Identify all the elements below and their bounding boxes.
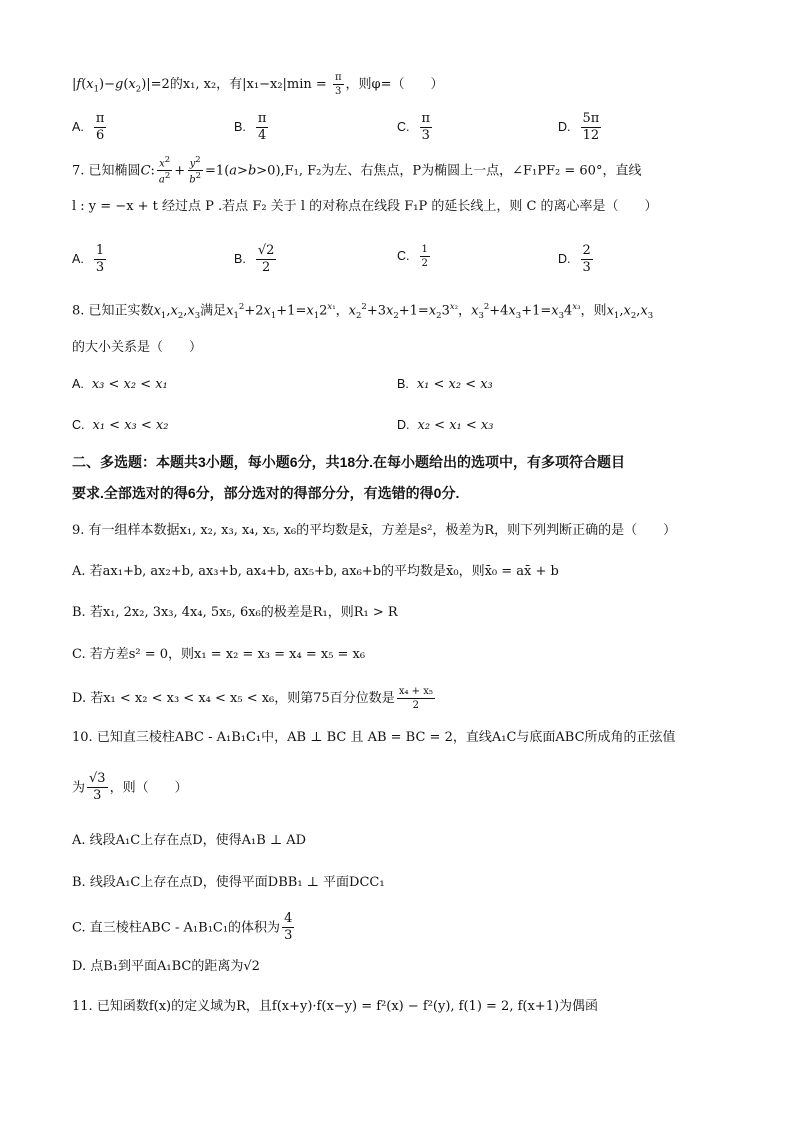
option-text: x₁ < x₃ < x₂ <box>92 418 169 433</box>
option-label: B. <box>397 377 409 391</box>
q6-option-a[interactable] <box>72 112 108 144</box>
q8-option-b[interactable] <box>397 378 493 391</box>
q6-condition-line: $|f(x_1)-g(x_2)|=2$的x₁, x₂，有|x₁−x₂|min = $\frac{\pi}{3}$ ，则φ=（ ） <box>72 72 444 97</box>
q11-stem <box>72 1000 598 1013</box>
q7-option-b[interactable] <box>234 244 278 276</box>
option-label: D. <box>558 252 571 267</box>
frac-num: x₄ + x₅ <box>398 686 433 697</box>
q7-intro: 已知椭圆 <box>88 163 141 179</box>
q10-option-c[interactable] <box>72 912 296 944</box>
q10-stem-line2 <box>72 772 188 804</box>
q7-option-a[interactable] <box>72 244 108 276</box>
frac-den: 3 <box>93 788 102 804</box>
option-label: A. <box>72 252 84 267</box>
q9-text: 有一组样本数据x₁, x₂, x₃, x₄, x₅, x₆的平均数是x̄，方差是s²，极差为R，则下列判断正确的是（ ） <box>88 523 677 538</box>
q10-option-d[interactable]: D. 点B₁到平面A₁BC的距离为√2 <box>72 959 260 974</box>
q8-line1: 8. 已知正实数$x_1,x_2,x_3$满足$x_1^2+2x_1+1=x_12^{x_1}$，$x_2^2+3x_2+1=x_23^{x_2}$，$x_3^2+4x_3+1=x_34^{x_3}$，则$x_1,x_2,x_3$ <box>72 302 654 321</box>
frac-den: 3 <box>284 928 293 944</box>
q6-option-c[interactable] <box>397 112 434 144</box>
option-label: A. <box>72 120 84 135</box>
option-text: x₂ < x₁ < x₃ <box>417 418 494 433</box>
option-label: D. <box>397 418 410 432</box>
q7-angle: ∠F₁PF₂ = 60°，直线 <box>512 163 642 179</box>
q10-option-a[interactable]: A. 线段A₁C上存在点D，使得A₁B ⊥ AD <box>72 833 307 848</box>
q8-line2: 的大小关系是（ ） <box>72 340 203 355</box>
q7-option-c[interactable] <box>397 244 432 269</box>
frac-num: 5π <box>581 112 602 128</box>
q7-number: 7. <box>72 163 85 179</box>
option-label: C. <box>72 418 85 432</box>
frac-num: √2 <box>256 244 277 260</box>
q9-option-b[interactable]: B. 若x₁, 2x₂, 3x₃, 4x₄, 5x₅, 6x₆的极差是R₁，则R₁ > R <box>72 605 398 620</box>
section-header-line2: 要求.全部选对的得6分，部分选对的得部分分，有选错的得0分. <box>72 485 460 501</box>
option-label: B. <box>234 252 246 267</box>
q7-foci: F₁, F₂为左、右焦点， <box>284 163 413 179</box>
q7-option-d[interactable] <box>558 244 595 276</box>
q9-option-d[interactable] <box>72 686 437 711</box>
frac-num: 2 <box>581 244 593 260</box>
q8-intro: 已知正实数 <box>88 303 154 319</box>
q8-option-c[interactable] <box>72 419 168 432</box>
frac-num: 4 <box>282 912 294 928</box>
option-text: x₁ < x₂ < x₃ <box>416 377 493 392</box>
q6-then: ，则φ=（ ） <box>345 77 444 92</box>
q10-text: 已知直三棱柱ABC - A₁B₁C₁中，AB ⊥ BC 且 AB = BC = 2，直线A₁C与底面ABC所成角的正弦值 <box>96 730 676 745</box>
frac-num: 1 <box>421 244 428 255</box>
frac-num: 1 <box>94 244 106 260</box>
q10-option-b[interactable]: B. 线段A₁C上存在点D，使得平面DBB₁ ⊥ 平面DCC₁ <box>72 875 385 890</box>
q10-option-c-text: C. 直三棱柱ABC - A₁B₁C₁的体积为 <box>72 920 281 936</box>
option-text: x₃ < x₂ < x₁ <box>91 377 168 392</box>
q6-condition: =2的x₁, x₂，有|x₁−x₂|min = <box>150 77 327 92</box>
q9-option-c[interactable]: C. 若方差s² = 0，则x₁ = x₂ = x₃ = x₄ = x₅ = x₆ <box>72 647 366 662</box>
q6-frac-num: π <box>334 72 342 83</box>
frac-num: √3 <box>87 772 108 788</box>
q9-option-d-text: D. 若x₁ < x₂ < x₃ < x₄ < x₅ < x₆，则第75百分位数是 <box>72 691 395 706</box>
q9-option-a[interactable]: A. 若ax₁+b, ax₂+b, ax₃+b, ax₄+b, ax₅+b, ax₆+b的平均数是x̄₀，则x̄₀ = ax̄ + b <box>72 564 559 579</box>
q10-stem <box>72 731 676 744</box>
q8-option-d[interactable] <box>397 419 493 432</box>
frac-num: π <box>420 112 433 128</box>
option-label: A. <box>72 377 84 391</box>
q10-then: ，则（ ） <box>109 780 188 796</box>
q8-number: 8. <box>72 303 85 319</box>
frac-num: π <box>94 112 107 128</box>
option-label: C. <box>397 249 410 263</box>
q7-line1: 7. 已知椭圆C: $\frac{x^2}{a^2}$ + $\frac{y^2}{b^2}$ =1(a>b>0),F₁, F₂为左、右焦点，P为椭圆上一点，∠F₁PF₂ = 60°，直线 <box>72 155 642 186</box>
section-header-line1: 二、多选题：本题共3小题，每小题6分，共18分.在每小题给出的选项中，有多项符合题目 <box>72 454 626 470</box>
frac-den: 2 <box>421 258 428 269</box>
q10-wei: 为 <box>72 780 86 796</box>
q9-number: 9. <box>72 523 85 538</box>
frac-den: 3 <box>421 128 430 144</box>
frac-den: 4 <box>257 128 267 144</box>
q6-option-d[interactable] <box>558 112 603 144</box>
frac-den: 3 <box>95 260 105 276</box>
q6-frac-den: 3 <box>335 86 342 97</box>
option-label: B. <box>234 120 246 135</box>
frac-den: 3 <box>582 260 591 276</box>
option-label: D. <box>558 120 571 135</box>
frac-den: 2 <box>261 260 271 276</box>
q6-option-b[interactable] <box>234 112 270 144</box>
option-label: C. <box>397 120 410 135</box>
q10-number: 10. <box>72 730 93 745</box>
q7-line2: l : y = −x + t 经过点 P .若点 F₂ 关于 l 的对称点在线段 F₁P 的延长线上，则 C 的离心率是（ ） <box>72 199 658 214</box>
q11-text: 已知函数f(x)的定义域为R，且f(x+y)·f(x−y) = f²(x) − f²(y), f(1) = 2, f(x+1)为偶函 <box>96 999 599 1014</box>
q9-stem <box>72 524 676 537</box>
frac-num: π <box>256 112 269 128</box>
q7-point: P为椭圆上一点， <box>412 163 513 179</box>
frac-den: 2 <box>412 700 420 711</box>
q11-number: 11. <box>72 999 93 1014</box>
q8-option-a[interactable] <box>72 378 168 391</box>
frac-den: 6 <box>95 128 105 144</box>
frac-den: 12 <box>582 128 600 144</box>
